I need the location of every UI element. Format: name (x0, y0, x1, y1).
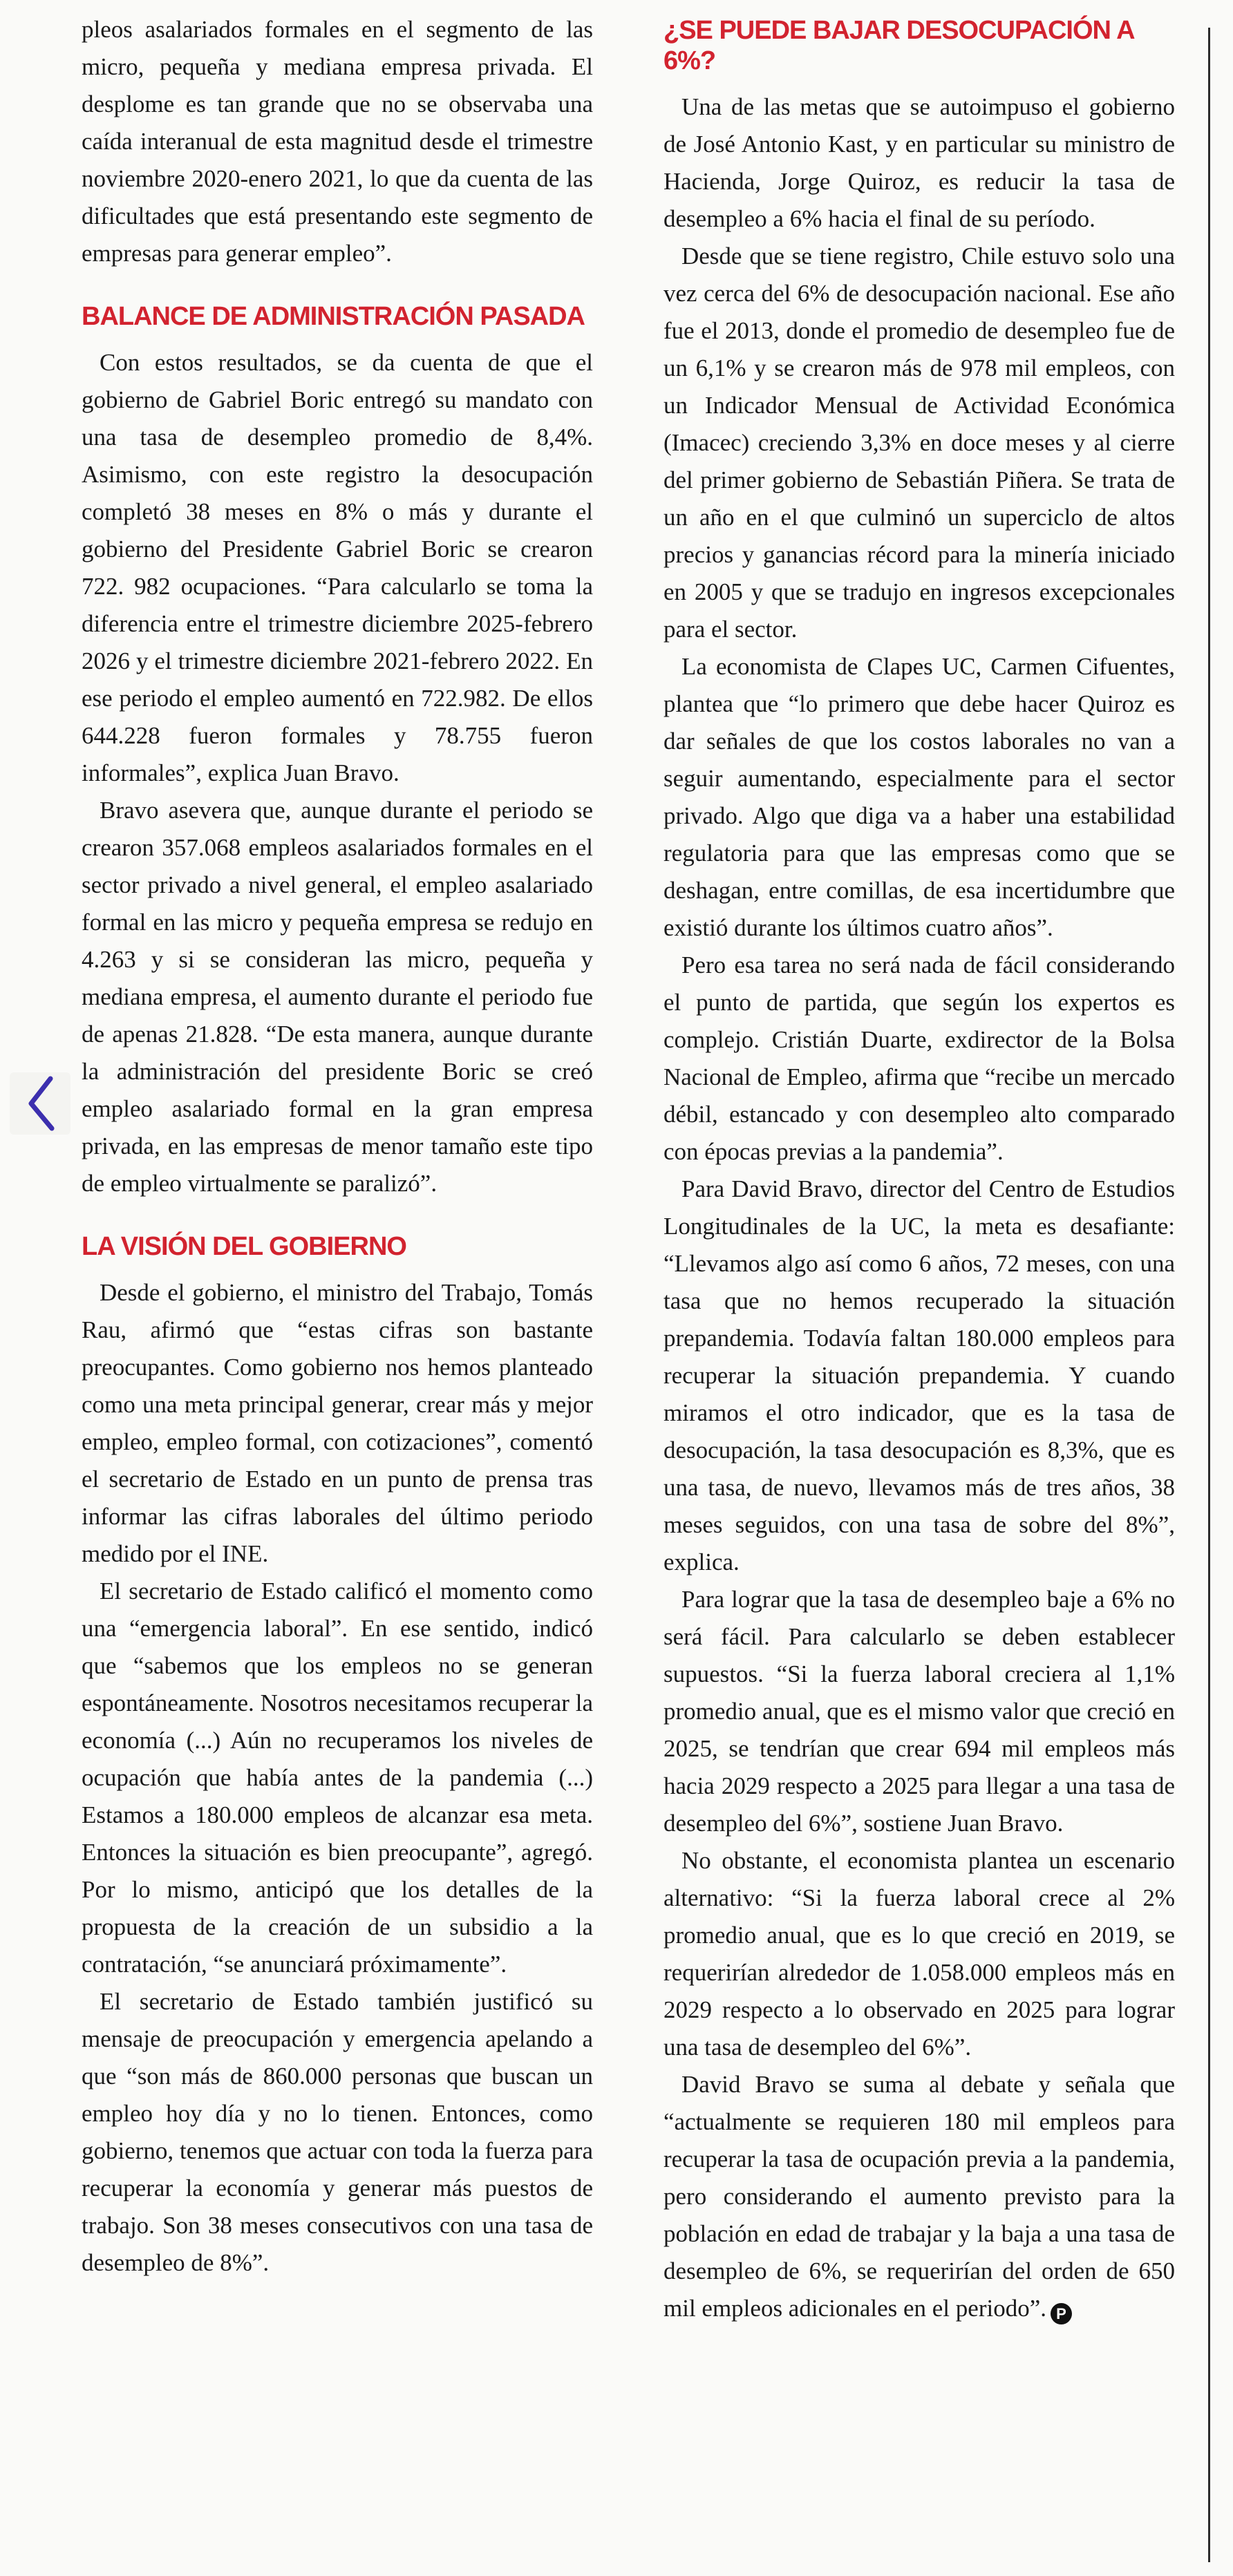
section-heading: LA VISIÓN DEL GOBIERNO (82, 1232, 406, 1261)
paragraph: Una de las metas que se autoimpuso el gobierno de José Antonio Kast, y en particular su ministro de Hacienda, Jorge Quiroz, es reducir la tasa de desempleo a 6% hacia el final de su período. (663, 93, 1175, 232)
paragraph: Bravo asevera que, aunque durante el periodo se crearon 357.068 empleos asalariados formales en el sector privado a nivel general, el empleo asalariado formal en las micro y pequeña empresa se redujo en 4.263 y si se consideran las micro, pequeña y mediana empresa, el aumento durante el periodo fue de apenas 21.828. “De esta manera, aunque durante la administración del presidente Boric se creó empleo asalariado formal en la gran empresa privada, en las empresas de menor tamaño este tipo de empleo virtualmente se paralizó”. (82, 797, 593, 1197)
article-body (82, 11, 1175, 2327)
paragraph: No obstante, el economista plantea un escenario alternativo: “Si la fuerza laboral crece al 2% promedio anual, que es lo que creció en 2019, se requerirían alrededor de 1.058.000 empleos más en 2029 respecto a lo observado en 2025 para lograr una tasa de desempleo del 6%”. (663, 1847, 1175, 2061)
end-of-article-marker: P (1051, 2303, 1072, 2324)
chevron-left-icon (24, 1073, 56, 1134)
paragraph (663, 2066, 1175, 2327)
paragraph: Desde el gobierno, el ministro del Trabajo, Tomás Rau, afirmó que “estas cifras son bastante preocupantes. Como gobierno nos hemos planteado como una meta principal generar, crear más y mejor empleo, empleo formal, con cotizaciones”, comentó el secretario de Estado en un punto de prensa tras informar las cifras laborales del último periodo medido por el INE. (82, 1279, 593, 1567)
paragraph: Para David Bravo, director del Centro de Estudios Longitudinales de la UC, la meta es desafiante: “Llevamos algo así como 6 años, 72 meses, con una tasa que no hemos recuperado la situación prepandemia. Todavía faltan 180.000 empleos para recuperar la situación prepandemia. Y cuando miramos el otro indicador, que es la tasa de desocupación, la tasa desocupación es 8,3%, que es una tasa, de nuevo, llevamos más de tres años, 38 meses seguidos, con una tasa de sobre del 8%”, explica. (663, 1175, 1175, 1575)
paragraph: Pero esa tarea no será nada de fácil considerando el punto de partida, que según los expertos es complejo. Cristián Duarte, exdirector de la Bolsa Nacional de Empleo, afirma que “recibe un mercado débil, estancado y con desempleo alto comparado con épocas previas a la pandemia”. (663, 951, 1175, 1165)
back-button[interactable] (10, 1072, 70, 1135)
paragraph: Con estos resultados, se da cuenta de que el gobierno de Gabriel Boric entregó su mandato con una tasa de desempleo promedio de 8,4%. Asimismo, con este registro la desocupación completó 38 meses en 8% o más y durante el gobierno del Presidente Gabriel Boric se crearon 722. 982 ocupaciones. “Para calcularlo se toma la diferencia entre el trimestre diciembre 2025-febrero 2026 y el trimestre diciembre 2021-febrero 2022. En ese periodo el empleo aumentó en 722.982. De ellos 644.228 fueron formales y 78.755 fueron informales”, explica Juan Bravo. (82, 349, 593, 786)
paragraph: El secretario de Estado calificó el momento como una “emergencia laboral”. En ese sentido, indicó que “sabemos que los empleos no se generan espontáneamente. Nosotros necesitamos recuperar la economía (...) Aún no recuperamos los niveles de ocupación que había antes de la pandemia (...) Estamos a 180.000 empleos de alcanzar esa meta. Entonces la situación es bien preocupante”, agregó. Por lo mismo, anticipó que los detalles de la propuesta de la creación de un subsidio a la contratación, “se anunciará próximamente”. (82, 1578, 593, 1978)
left-column (82, 11, 593, 2327)
right-column (663, 11, 1175, 2327)
paragraph: El secretario de Estado también justificó su mensaje de preocupación y emergencia apelando a que “son más de 860.000 personas que buscan un empleo hoy día y no lo tienen. Entonces, como gobierno, tenemos que actuar con toda la fuerza para recuperar la economía y generar más puestos de trabajo. Son 38 meses consecutivos con una tasa de desempleo de 8%”. (82, 1988, 593, 2276)
section-heading: BALANCE DE ADMINISTRACIÓN PASADA (82, 302, 585, 331)
paragraph: Para lograr que la tasa de desempleo baje a 6% no será fácil. Para calcularlo se deben establecer supuestos. “Si la fuerza laboral creciera al 1,1% promedio anual, que es el mismo valor que creció en 2025, se tendrían que crear 694 mil empleos más hacia 2029 respecto a 2025 para llegar a una tasa de desempleo del 6%”, sostiene Juan Bravo. (663, 1586, 1175, 1837)
section-heading: ¿SE PUEDE BAJAR DESOCUPACIÓN A 6%? (663, 16, 1134, 75)
paragraph: pleos asalariados formales en el segmento de las micro, pequeña y mediana empresa privada. El desplome es tan grande que no se observaba una caída interanual de esta magnitud desde el trimestre noviembre 2020-enero 2021, lo que da cuenta de las dificultades que está presentando este segmento de empresas para generar empleo”. (82, 16, 593, 267)
paragraph: La economista de Clapes UC, Carmen Cifuentes, plantea que “lo primero que debe hacer Quiroz es dar señales de que los costos laborales no van a seguir aumentando, especialmente para el sector privado. Algo que diga va a haber una estabilidad regulatoria para que las empresas como que se deshagan, entre comillas, de esa incertidumbre que existió durante los últimos cuatro años”. (663, 653, 1175, 941)
paragraph-text: David Bravo se suma al debate y señala que “actualmente se requieren 180 mil empleos para recuperar la tasa de ocupación previa a la pandemia, pero considerando el aumento previsto para la población en edad de trabajar y la baja a una tasa de desempleo de 6%, se requerirían del orden de 650 mil empleos adicionales en el periodo”. (663, 2071, 1175, 2322)
column-divider (1208, 28, 1210, 2562)
paragraph: Desde que se tiene registro, Chile estuvo solo una vez cerca del 6% de desocupación nacional. Ese año fue el 2013, donde el promedio de desempleo fue de un 6,1% y se crearon más de 978 mil empleos, con un Indicador Mensual de Actividad Económica (Imacec) creciendo 3,3% en doce meses y al cierre del primer gobierno de Sebastián Piñera. Se trata de un año en el que culminó un superciclo de altos precios y ganancias récord para la minería iniciado en 2005 y que se tradujo en ingresos excepcionales para el sector. (663, 243, 1175, 643)
